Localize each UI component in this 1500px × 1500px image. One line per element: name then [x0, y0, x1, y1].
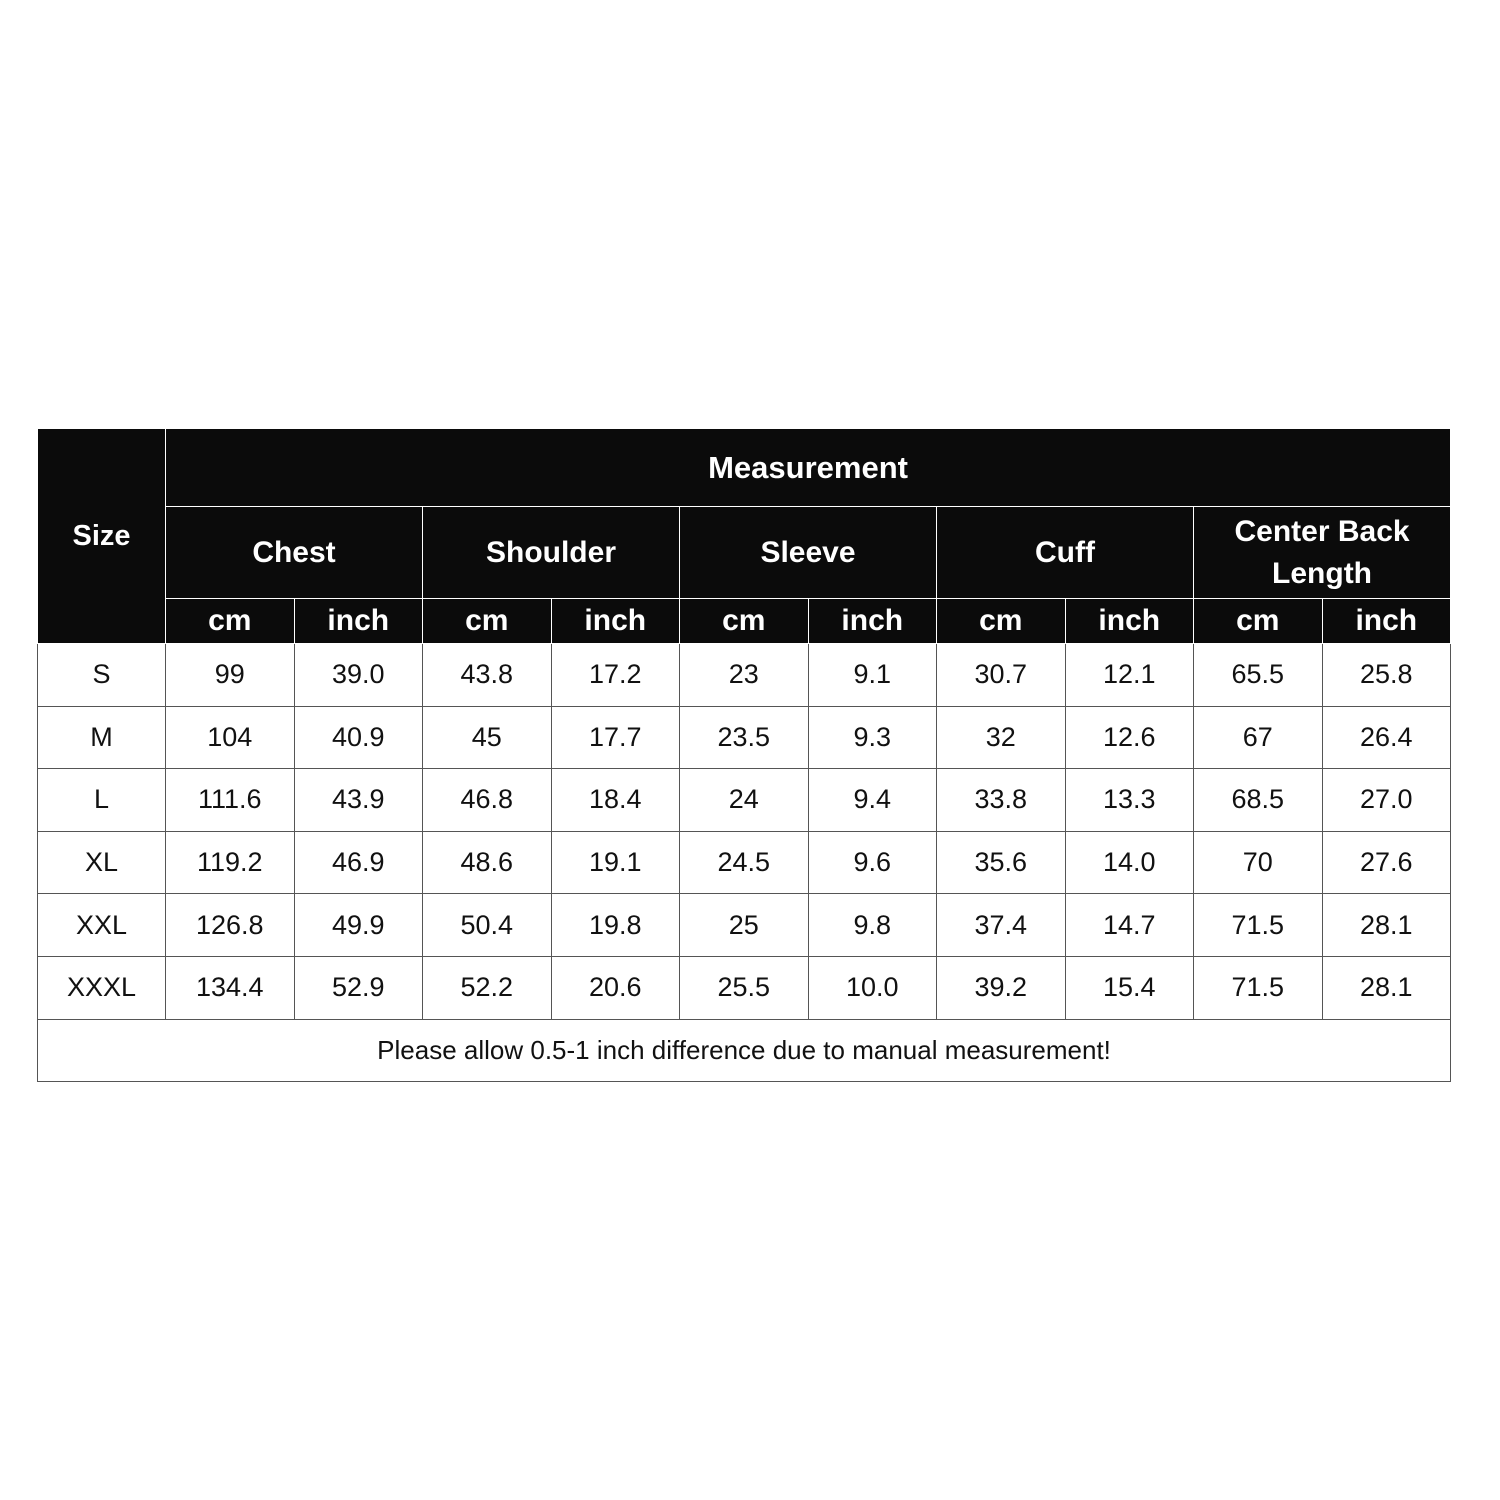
measurement-cell: 12.1	[1065, 644, 1194, 707]
unit-header-inch: inch	[808, 599, 937, 644]
measurement-cell: 52.9	[294, 956, 423, 1019]
measurement-cell: 43.8	[423, 644, 552, 707]
measurement-cell: 26.4	[1322, 706, 1451, 769]
table-row	[38, 769, 1451, 832]
measurement-cell: 46.8	[423, 769, 552, 832]
measurement-cell: 20.6	[551, 956, 680, 1019]
size-cell: XL	[38, 831, 166, 894]
measurement-cell: 35.6	[937, 831, 1066, 894]
measurement-cell: 18.4	[551, 769, 680, 832]
measurement-cell: 40.9	[294, 706, 423, 769]
table-row	[38, 831, 1451, 894]
measurement-cell: 39.2	[937, 956, 1066, 1019]
size-cell: L	[38, 769, 166, 832]
table-row	[38, 956, 1451, 1019]
measurement-cell: 33.8	[937, 769, 1066, 832]
measurement-cell: 13.3	[1065, 769, 1194, 832]
unit-header-cm: cm	[166, 599, 295, 644]
group-header-shoulder	[423, 507, 680, 599]
header-row-groups	[38, 507, 1451, 599]
measurement-cell: 24	[680, 769, 809, 832]
measurement-cell: 25	[680, 894, 809, 957]
measurement-cell: 126.8	[166, 894, 295, 957]
measurement-cell: 23.5	[680, 706, 809, 769]
unit-header-inch: inch	[294, 599, 423, 644]
measurement-cell: 46.9	[294, 831, 423, 894]
measurement-cell: 32	[937, 706, 1066, 769]
measurement-cell: 30.7	[937, 644, 1066, 707]
measurement-cell: 9.1	[808, 644, 937, 707]
measurement-cell: 23	[680, 644, 809, 707]
measurement-cell: 70	[1194, 831, 1323, 894]
header-row-measurement	[38, 429, 1451, 507]
measurement-cell: 71.5	[1194, 956, 1323, 1019]
measurement-cell: 9.4	[808, 769, 937, 832]
measurement-cell: 9.6	[808, 831, 937, 894]
unit-header-cm: cm	[937, 599, 1066, 644]
measurement-cell: 50.4	[423, 894, 552, 957]
unit-header-inch: inch	[1322, 599, 1451, 644]
measurement-cell: 17.2	[551, 644, 680, 707]
group-header-center-back-length	[1194, 507, 1451, 599]
measurement-cell: 52.2	[423, 956, 552, 1019]
measurement-cell: 68.5	[1194, 769, 1323, 832]
measurement-cell: 19.8	[551, 894, 680, 957]
table-body	[38, 644, 1451, 1020]
measurement-cell: 27.6	[1322, 831, 1451, 894]
measurement-cell: 28.1	[1322, 956, 1451, 1019]
group-header-sleeve	[680, 507, 937, 599]
group-label: Chest	[252, 535, 336, 569]
measurement-cell: 65.5	[1194, 644, 1323, 707]
unit-header-cm: cm	[1194, 599, 1323, 644]
group-header-chest	[166, 507, 423, 599]
measurement-cell: 9.8	[808, 894, 937, 957]
group-header-cuff	[937, 507, 1194, 599]
unit-header-inch: inch	[551, 599, 680, 644]
measurement-cell: 19.1	[551, 831, 680, 894]
group-label: Cuff	[1035, 535, 1095, 569]
measurement-cell: 39.0	[294, 644, 423, 707]
size-column-header: Size	[38, 429, 166, 644]
size-chart-table	[37, 428, 1451, 1082]
measurement-cell: 12.6	[1065, 706, 1194, 769]
measurement-cell: 24.5	[680, 831, 809, 894]
size-cell: XXXL	[38, 956, 166, 1019]
measurement-cell: 71.5	[1194, 894, 1323, 957]
group-label: Shoulder	[485, 535, 616, 569]
measurement-cell: 25.5	[680, 956, 809, 1019]
table-row	[38, 644, 1451, 707]
unit-header-cm: cm	[423, 599, 552, 644]
measurement-cell: 14.0	[1065, 831, 1194, 894]
measurement-cell: 45	[423, 706, 552, 769]
size-cell: M	[38, 706, 166, 769]
size-cell: XXL	[38, 894, 166, 957]
measurement-cell: 99	[166, 644, 295, 707]
measurement-cell: 67	[1194, 706, 1323, 769]
measurement-cell: 134.4	[166, 956, 295, 1019]
measurement-cell: 119.2	[166, 831, 295, 894]
measurement-cell: 104	[166, 706, 295, 769]
table-row	[38, 706, 1451, 769]
measurement-cell: 10.0	[808, 956, 937, 1019]
unit-header-cm: cm	[680, 599, 809, 644]
group-label: Sleeve	[760, 535, 856, 569]
measurement-cell: 17.7	[551, 706, 680, 769]
measurement-cell: 15.4	[1065, 956, 1194, 1019]
size-cell: S	[38, 644, 166, 707]
table-header	[38, 429, 1451, 644]
measurement-cell: 28.1	[1322, 894, 1451, 957]
measurement-cell: 37.4	[937, 894, 1066, 957]
measurement-cell: 9.3	[808, 706, 937, 769]
table-row	[38, 894, 1451, 957]
header-row-units	[38, 599, 1451, 644]
measurement-cell: 48.6	[423, 831, 552, 894]
measurement-cell: 27.0	[1322, 769, 1451, 832]
measurement-cell: 43.9	[294, 769, 423, 832]
note-row	[38, 1019, 1451, 1081]
measurement-note: Please allow 0.5-1 inch difference due to manual measurement!	[38, 1019, 1451, 1081]
group-label: Center Back Length	[1234, 514, 1410, 590]
measurement-header: Measurement	[166, 429, 1451, 507]
measurement-cell: 111.6	[166, 769, 295, 832]
measurement-cell: 25.8	[1322, 644, 1451, 707]
table-footer	[38, 1019, 1451, 1081]
unit-header-inch: inch	[1065, 599, 1194, 644]
measurement-cell: 14.7	[1065, 894, 1194, 957]
measurement-cell: 49.9	[294, 894, 423, 957]
